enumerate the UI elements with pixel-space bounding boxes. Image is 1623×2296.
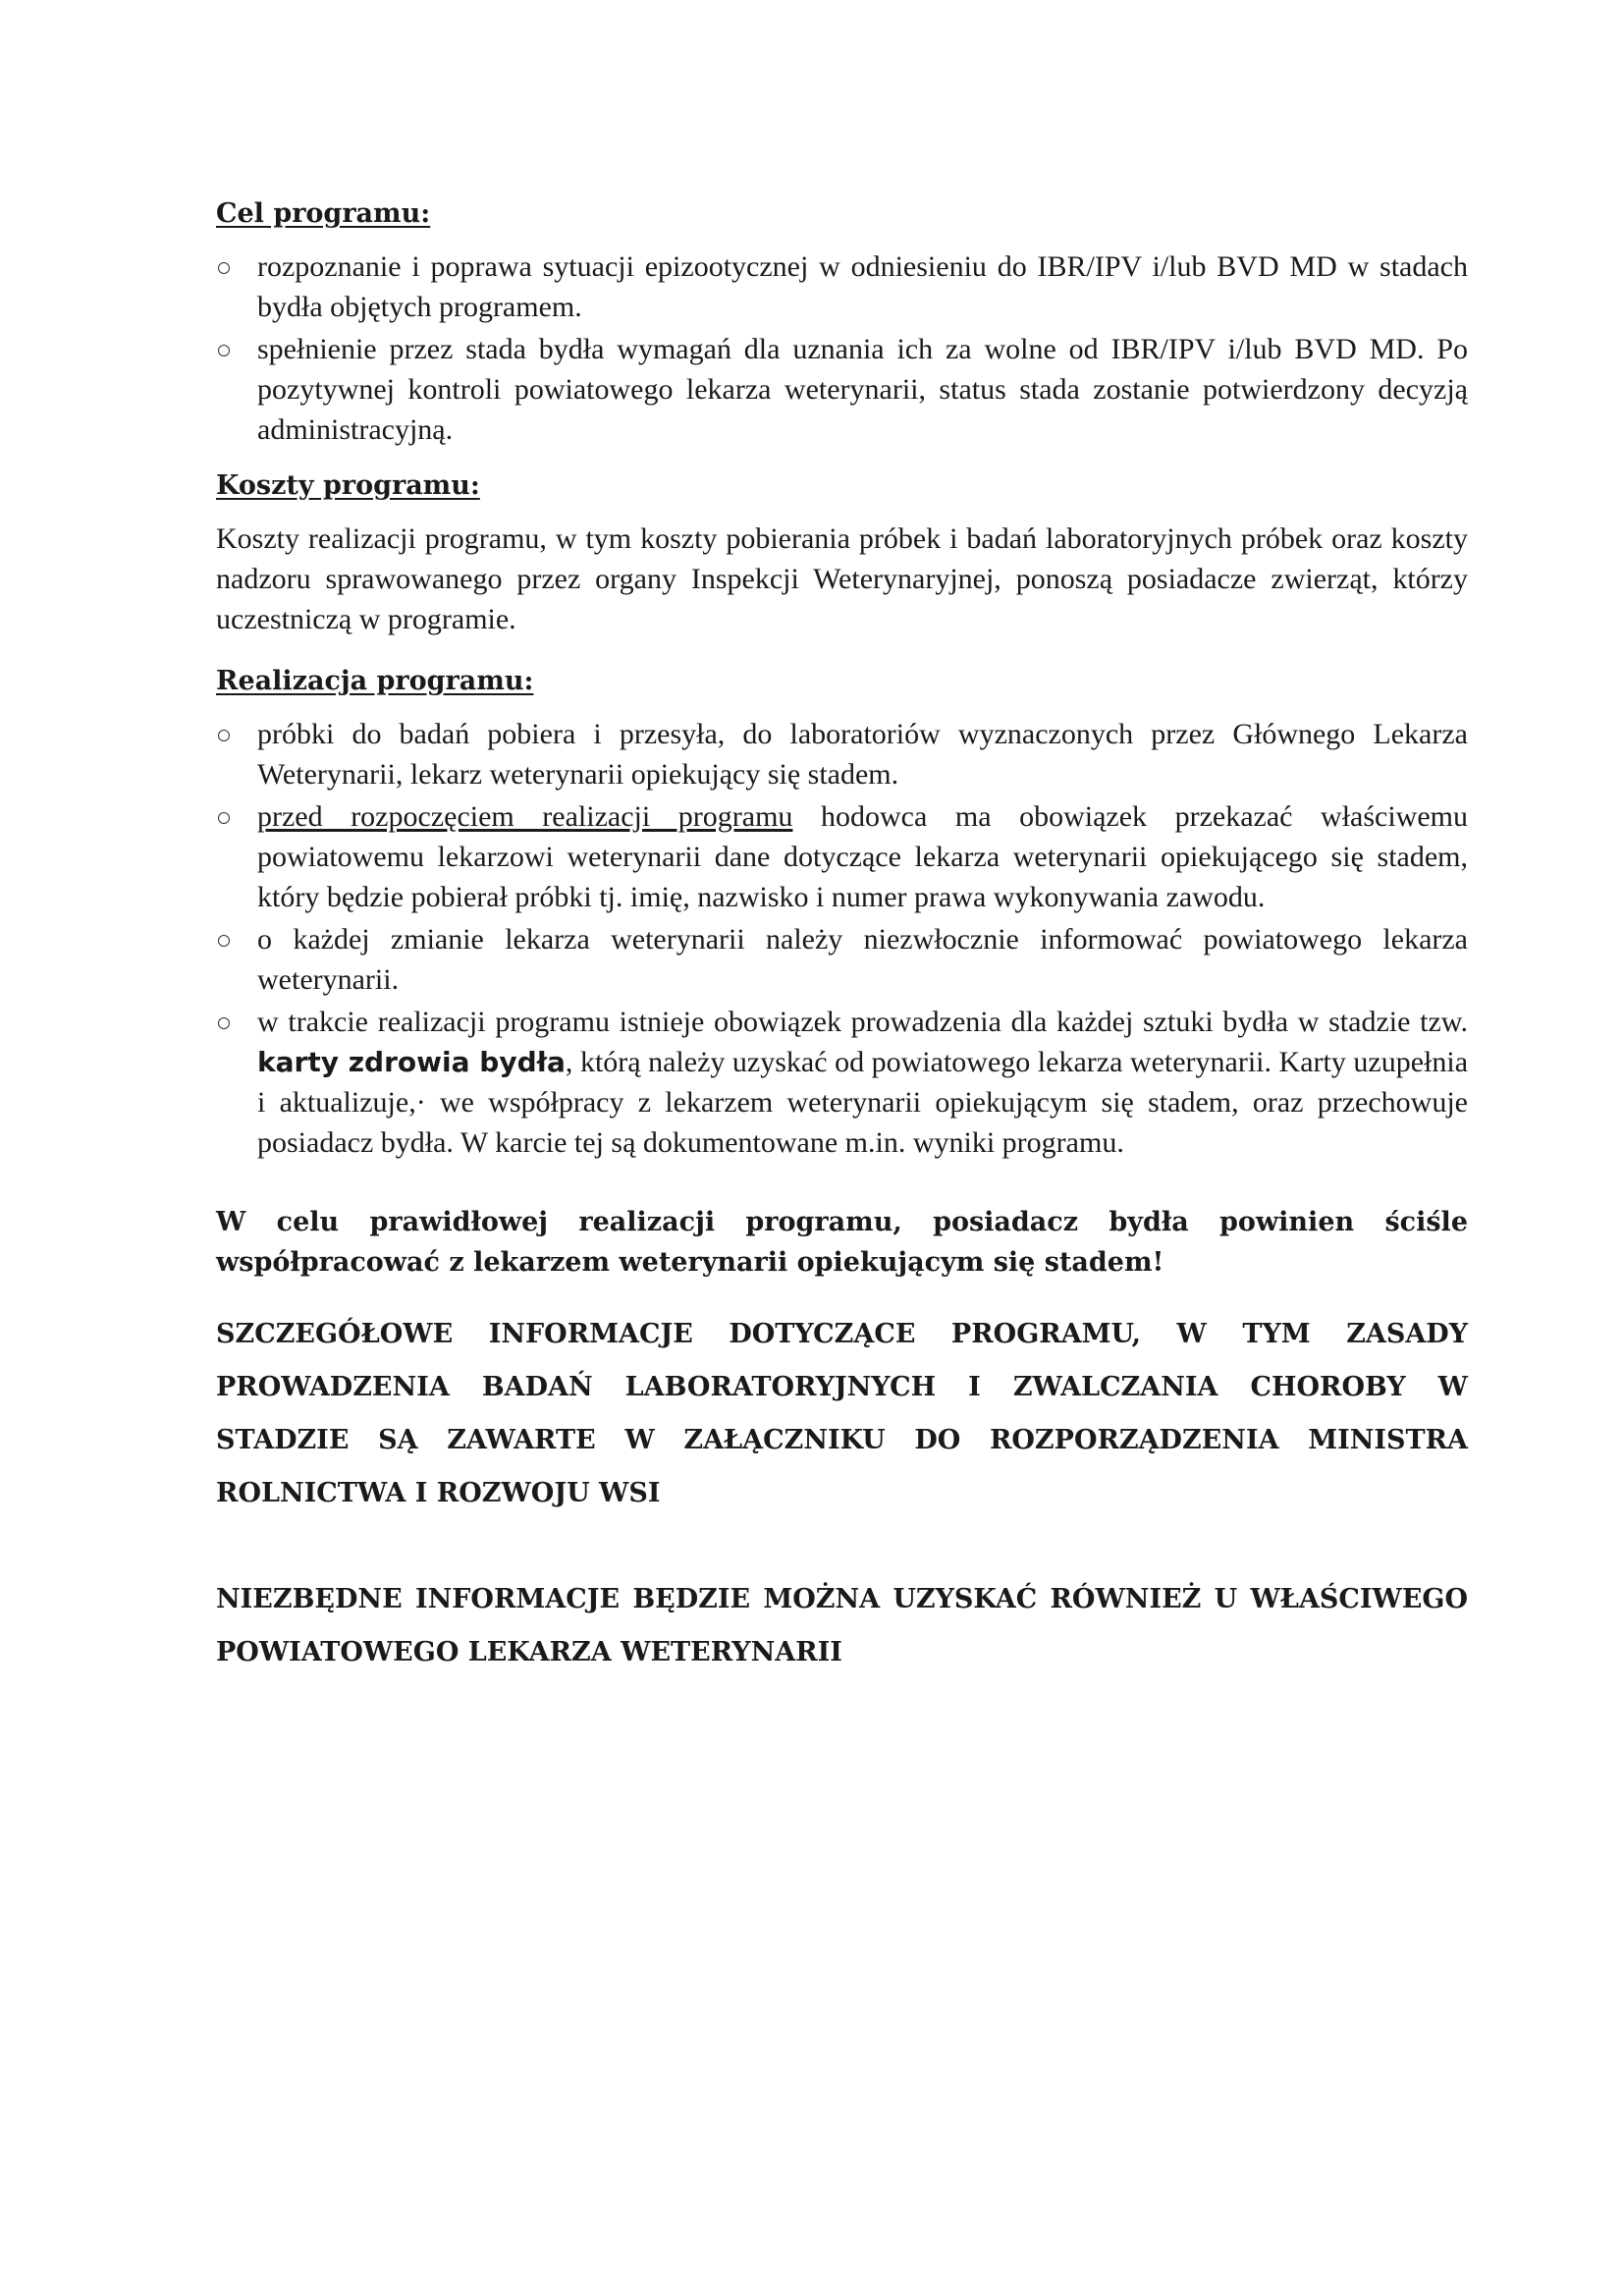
bullet-icon [218, 345, 230, 356]
list-item-text: , którą należy uzyskać od powiatowego lekarza weterynarii. Karty uzupełnia i aktualizuje,· we współpracy z lekarzem weterynarii opiekującym się stadem, oraz przechowuje posiadacz bydła. W karcie tej są dokumentowane m.in. wyniki programu. [257, 1046, 1469, 1159]
bullet-icon [218, 262, 230, 274]
caps-contact-block: NIEZBĘDNE INFORMACJE BĘDZIE MOŻNA UZYSKAĆ RÓWNIEŻ U WŁAŚCIWEGO POWIATOWEGO LEKARZA WETERYNARII [216, 1584, 1468, 1667]
koszty-paragraph: Koszty realizacji programu, w tym koszty pobierania próbek i badań laboratoryjnych próbek oraz koszty nadzoru sprawowanego przez organy Inspekcji Weterynaryjnej, ponoszą posiadacze zwierząt, którzy uczestniczą w programie. [216, 522, 1468, 635]
section-heading-koszty: Koszty programu: [216, 470, 480, 501]
bold-phrase: karty zdrowia bydła [257, 1046, 566, 1078]
bullet-icon [218, 1017, 230, 1029]
list-item [216, 714, 1468, 794]
notice-paragraph: W celu prawidłowej realizacji programu, posiadacz bydła powinien ściśle współpracować z lekarzem weterynarii opiekującym się stadem! [216, 1207, 1468, 1278]
list-item-text: hodowca ma obowiązek przekazać właściwemu powiatowemu lekarzowi weterynarii dane dotyczące lekarza weterynarii opiekującego się stadem, który będzie pobierał próbki tj. imię, nazwisko i numer prawa wykonywania zawodu. [257, 800, 1468, 913]
list-item [216, 919, 1468, 1000]
list-item-text: spełnienie przez stada bydła wymagań dla uznania ich za wolne od IBR/IPV i/lub BVD MD. Po pozytywnej kontroli powiatowego lekarza weterynarii, status stada zostanie potwierdzony decyzją administracyjną. [257, 333, 1468, 446]
section-heading-cel: Cel programu: [216, 198, 431, 229]
list-item [216, 1002, 1468, 1163]
bullet-icon [218, 935, 230, 947]
list-item [216, 329, 1468, 450]
bullet-icon [218, 812, 230, 824]
cel-list [216, 246, 1468, 450]
list-item-text: próbki do badań pobiera i przesyła, do laboratoriów wyznaczonych przez Głównego Lekarza Weterynarii, lekarz weterynarii opiekujący się stadem. [257, 718, 1468, 791]
list-item-text: rozpoznanie i poprawa sytuacji epizootycznej w odniesieniu do IBR/IPV i/lub BVD MD w stadach bydła objętych programem. [257, 250, 1468, 323]
list-item-text: w trakcie realizacji programu istnieje obowiązek prowadzenia dla każdej sztuki bydła w stadzie tzw. [257, 1006, 1468, 1038]
underlined-phrase: przed rozpoczęciem realizacji programu [257, 800, 793, 833]
list-item [216, 246, 1468, 327]
list-item-text: o każdej zmianie lekarza weterynarii należy niezwłocznie informować powiatowego lekarza weterynarii. [257, 923, 1468, 996]
bullet-icon [218, 730, 230, 741]
list-item [216, 796, 1468, 917]
realizacja-list [216, 714, 1468, 1163]
section-heading-realizacja: Realizacja programu: [216, 666, 534, 696]
caps-info-block: SZCZEGÓŁOWE INFORMACJE DOTYCZĄCE PROGRAMU, W TYM ZASADY PROWADZENIA BADAŃ LABORATORYJNYCH I ZWALCZANIA CHOROBY W STADZIE SĄ ZAWARTE W ZAŁĄCZNIKU DO ROZPORZĄDZENIA MINISTRA ROLNICTWA I ROZWOJU WSI [216, 1319, 1468, 1508]
document-page [216, 191, 1468, 1679]
